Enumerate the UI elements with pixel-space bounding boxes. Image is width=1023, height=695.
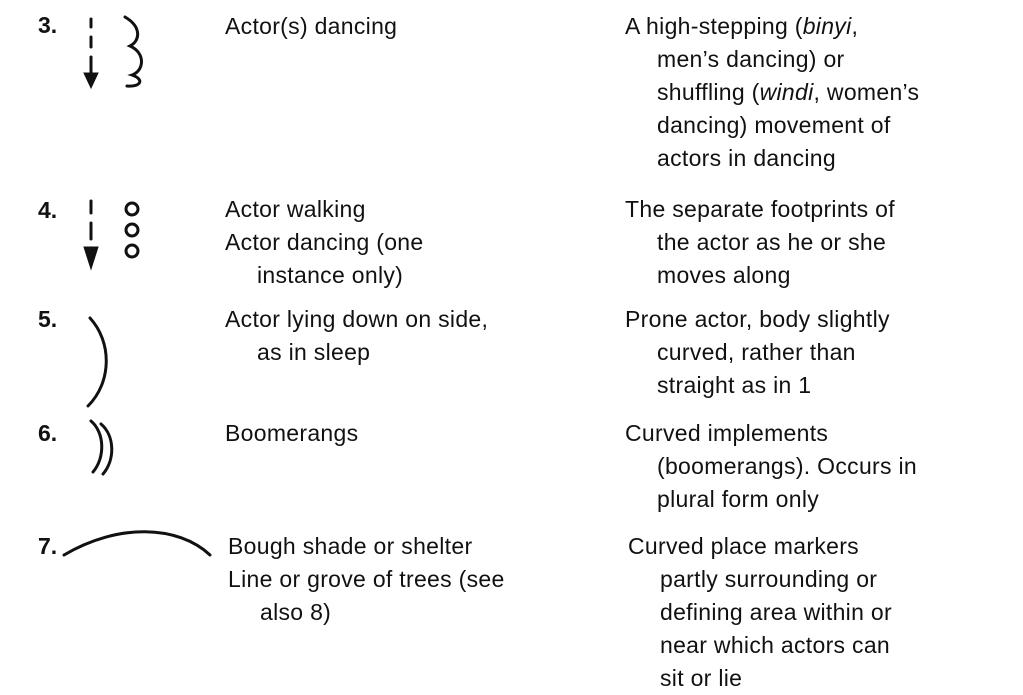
row-number: 3. [38, 12, 58, 38]
dashed-arrow-and-footprint-circles-icon [80, 195, 150, 275]
arc-icon [58, 525, 218, 565]
meaning-text: Actor lying down on side, as in sleep [225, 306, 489, 365]
meaning-text: Bough shade or shelter Line or grove of trees (see also 8) [228, 533, 505, 625]
row-number: 5. [38, 306, 58, 332]
row-number: 7. [38, 533, 58, 559]
single-curve-icon [80, 312, 120, 412]
explanation-text: A high-stepping (binyi, men’s dancing) or shuffling (windi, women’s dancing) movement of actors in dancing [625, 13, 920, 171]
row-number: 4. [38, 197, 58, 223]
row-number: 6. [38, 420, 58, 446]
meaning-text: Boomerangs [225, 420, 359, 446]
dashed-arrow-and-wavy-line-icon [80, 15, 150, 95]
explanation-text: Curved place markers partly surrounding or defining area within or near which actors can sit or lie [628, 533, 892, 691]
double-curve-icon [85, 418, 125, 478]
explanation-text: Prone actor, body slightly curved, rather than straight as in 1 [625, 306, 890, 398]
explanation-text: The separate footprints of the actor as he or she moves along [625, 196, 895, 288]
explanation-text: Curved implements (boomerangs). Occurs in plural form only [625, 420, 917, 512]
meaning-text: Actor(s) dancing [225, 13, 398, 39]
meaning-text: Actor walking Actor dancing (one instance only) [225, 196, 424, 288]
